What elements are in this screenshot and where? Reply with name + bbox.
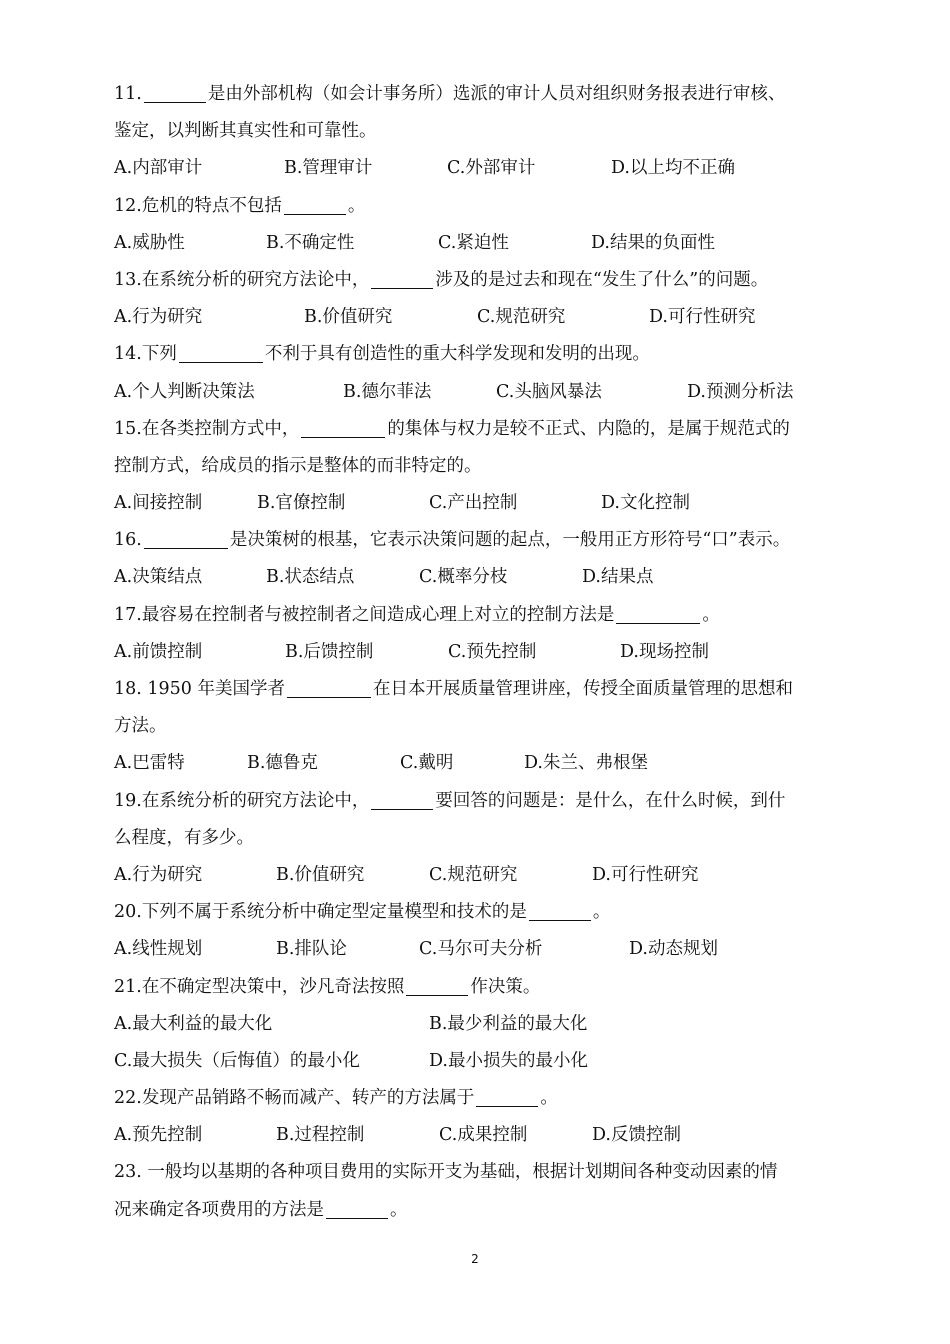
q11-stem-line1	[114, 76, 844, 113]
q12-text: 12.危机的特点不包括	[114, 195, 282, 216]
q19-text: 19.在系统分析的研究方法论中，	[114, 790, 370, 811]
q13-option-d: D.可行性研究	[649, 307, 756, 328]
q21-option-b: B.最少利益的最大化	[429, 1013, 588, 1034]
q18-stem-line2: 方法。	[114, 716, 167, 737]
q17-text: 17.最容易在控制者与被控制者之间造成心理上对立的控制方法是	[114, 604, 615, 625]
q14-option-c: C.头脑风暴法	[496, 381, 602, 402]
q11-stem-line2: 鉴定，以判断其真实性和可靠性。	[114, 121, 377, 142]
q16-options	[114, 559, 844, 596]
q20-option-c: C.马尔可夫分析	[419, 939, 543, 960]
q19-stem-line1	[114, 783, 844, 820]
q12-stem	[114, 188, 844, 225]
q22-blank	[476, 1086, 538, 1107]
q19-option-d: D.可行性研究	[592, 864, 699, 885]
q13-option-a: A.行为研究	[114, 307, 203, 328]
q20-option-b: B.排队论	[276, 939, 347, 960]
q18-stem-line1	[114, 671, 844, 708]
q22-options	[114, 1117, 844, 1154]
q18-options	[114, 745, 844, 782]
q21-stem	[114, 969, 844, 1006]
q21-options-row1	[114, 1006, 844, 1043]
q14-option-a: A.个人判断决策法	[114, 381, 255, 402]
q13-stem	[114, 262, 844, 299]
q19-text-end: 要回答的问题是：是什么，在什么时候，到什	[435, 790, 786, 811]
q20-blank	[529, 900, 591, 921]
q17-option-c: C.预先控制	[448, 641, 537, 662]
q18-option-d: D.朱兰、弗根堡	[524, 753, 648, 774]
q20-text: 20.下列不属于系统分析中确定型定量模型和技术的是	[114, 902, 527, 923]
q14-text: 14.下列	[114, 344, 177, 365]
q16-stem	[114, 522, 844, 559]
q15-option-a: A.间接控制	[114, 493, 203, 514]
q19-stem-line2: 么程度，有多少。	[114, 827, 254, 848]
q21-option-d: D.最小损失的最小化	[429, 1050, 588, 1071]
q14-blank	[179, 342, 263, 363]
q23-text: 况来确定各项费用的方法是	[114, 1199, 324, 1220]
q21-option-c: C.最大损失（后悔值）的最小化	[114, 1050, 360, 1071]
q11-option-b: B.管理审计	[284, 158, 373, 179]
q15-stem-line1	[114, 411, 844, 448]
q18-option-a: A.巴雷特	[114, 753, 185, 774]
q17-option-a: A.前馈控制	[114, 641, 203, 662]
q17-text-end: 。	[702, 604, 720, 625]
q20-option-d: D.动态规划	[629, 939, 718, 960]
q14-option-d: D.预测分析法	[687, 381, 794, 402]
q23-stem-line1: 23. 一般均以基期的各种项目费用的实际开支为基础，根据计划期间各种变动因素的情	[114, 1162, 778, 1183]
q22-stem	[114, 1080, 844, 1117]
q21-text: 21.在不确定型决策中，沙凡奇法按照	[114, 976, 405, 997]
q22-option-d: D.反馈控制	[592, 1125, 681, 1146]
q17-option-b: B.后馈控制	[285, 641, 374, 662]
q12-option-b: B.不确定性	[266, 232, 355, 253]
q12-option-d: D.结果的负面性	[591, 232, 715, 253]
q17-options	[114, 634, 844, 671]
q19-blank	[371, 789, 433, 810]
q21-options-row2	[114, 1043, 844, 1080]
q23-blank	[326, 1198, 388, 1219]
q20-options	[114, 931, 844, 968]
q11-blank	[144, 82, 206, 103]
q19-option-a: A.行为研究	[114, 864, 203, 885]
q15-options	[114, 485, 844, 522]
q15-option-c: C.产出控制	[429, 493, 518, 514]
q22-option-b: B.过程控制	[276, 1125, 365, 1146]
q11-number: 11.	[114, 84, 142, 104]
q12-option-c: C.紧迫性	[438, 232, 509, 253]
q15-option-d: D.文化控制	[601, 493, 690, 514]
q18-text: 18. 1950 年美国学者	[114, 679, 285, 699]
q12-options	[114, 225, 844, 262]
q13-text-end: 涉及的是过去和现在“发生了什么”的问题。	[435, 269, 769, 290]
q17-option-d: D.现场控制	[620, 641, 709, 662]
q16-text: 是决策树的根基，它表示决策问题的起点，一般用正方形符号“口”表示。	[229, 530, 791, 551]
q17-blank	[616, 603, 700, 624]
q13-text: 13.在系统分析的研究方法论中，	[114, 269, 370, 290]
q21-blank	[406, 975, 468, 996]
q23-text-end: 。	[390, 1199, 408, 1220]
q16-option-a: A.决策结点	[114, 567, 203, 588]
q22-option-a: A.预先控制	[114, 1125, 203, 1146]
q20-text-end: 。	[592, 902, 611, 923]
q11-option-c: C.外部审计	[447, 158, 536, 179]
q15-stem-line2: 控制方式，给成员的指示是整体的而非特定的。	[114, 455, 482, 476]
q18-blank	[287, 677, 371, 698]
q13-blank	[371, 268, 433, 289]
q15-text: 15.在各类控制方式中，	[114, 418, 300, 439]
question-page	[114, 76, 844, 1229]
q15-blank	[301, 417, 385, 438]
q22-text-end: 。	[540, 1088, 558, 1109]
q16-number: 16.	[114, 530, 142, 551]
page-number: 2	[471, 1252, 479, 1266]
q13-options	[114, 299, 844, 336]
q20-option-a: A.线性规划	[114, 939, 203, 960]
q14-option-b: B.德尔菲法	[343, 381, 432, 402]
q11-option-d: D.以上均不正确	[611, 158, 735, 179]
q23-stem-line2	[114, 1192, 844, 1229]
q11-text: 是由外部机构（如会计事务所）选派的审计人员对组织财务报表进行审核、	[207, 84, 786, 104]
q16-blank	[144, 528, 228, 549]
q21-option-a: A.最大利益的最大化	[114, 1013, 273, 1034]
q15-text-end: 的集体与权力是较不正式、内隐的，是属于规范式的	[387, 418, 790, 439]
q12-option-a: A.威胁性	[114, 232, 185, 253]
q16-option-c: C.概率分枝	[419, 567, 508, 588]
q21-text-end: 作决策。	[470, 976, 541, 997]
q18-option-c: C.戴明	[400, 753, 454, 774]
q14-options	[114, 374, 844, 411]
q18-option-b: B.德鲁克	[247, 753, 318, 774]
q16-option-d: D.结果点	[582, 567, 654, 588]
q19-option-c: C.规范研究	[429, 864, 518, 885]
q12-blank	[284, 194, 346, 215]
q15-option-b: B.官僚控制	[257, 493, 346, 514]
q14-stem	[114, 336, 844, 373]
q20-stem	[114, 894, 844, 931]
q12-text-end: 。	[347, 195, 366, 216]
q11-option-a: A.内部审计	[114, 158, 203, 179]
q19-options	[114, 857, 844, 894]
q13-option-c: C.规范研究	[477, 307, 566, 328]
q17-stem	[114, 597, 844, 634]
q14-text-end: 不利于具有创造性的重大科学发现和发明的出现。	[264, 344, 650, 365]
q22-option-c: C.成果控制	[439, 1125, 528, 1146]
q22-text: 22.发现产品销路不畅而减产、转产的方法属于	[114, 1088, 475, 1109]
q13-option-b: B.价值研究	[304, 307, 393, 328]
q18-text-end: 在日本开展质量管理讲座，传授全面质量管理的思想和	[373, 679, 793, 699]
q16-option-b: B.状态结点	[266, 567, 355, 588]
q11-options	[114, 150, 844, 187]
q19-option-b: B.价值研究	[276, 864, 365, 885]
